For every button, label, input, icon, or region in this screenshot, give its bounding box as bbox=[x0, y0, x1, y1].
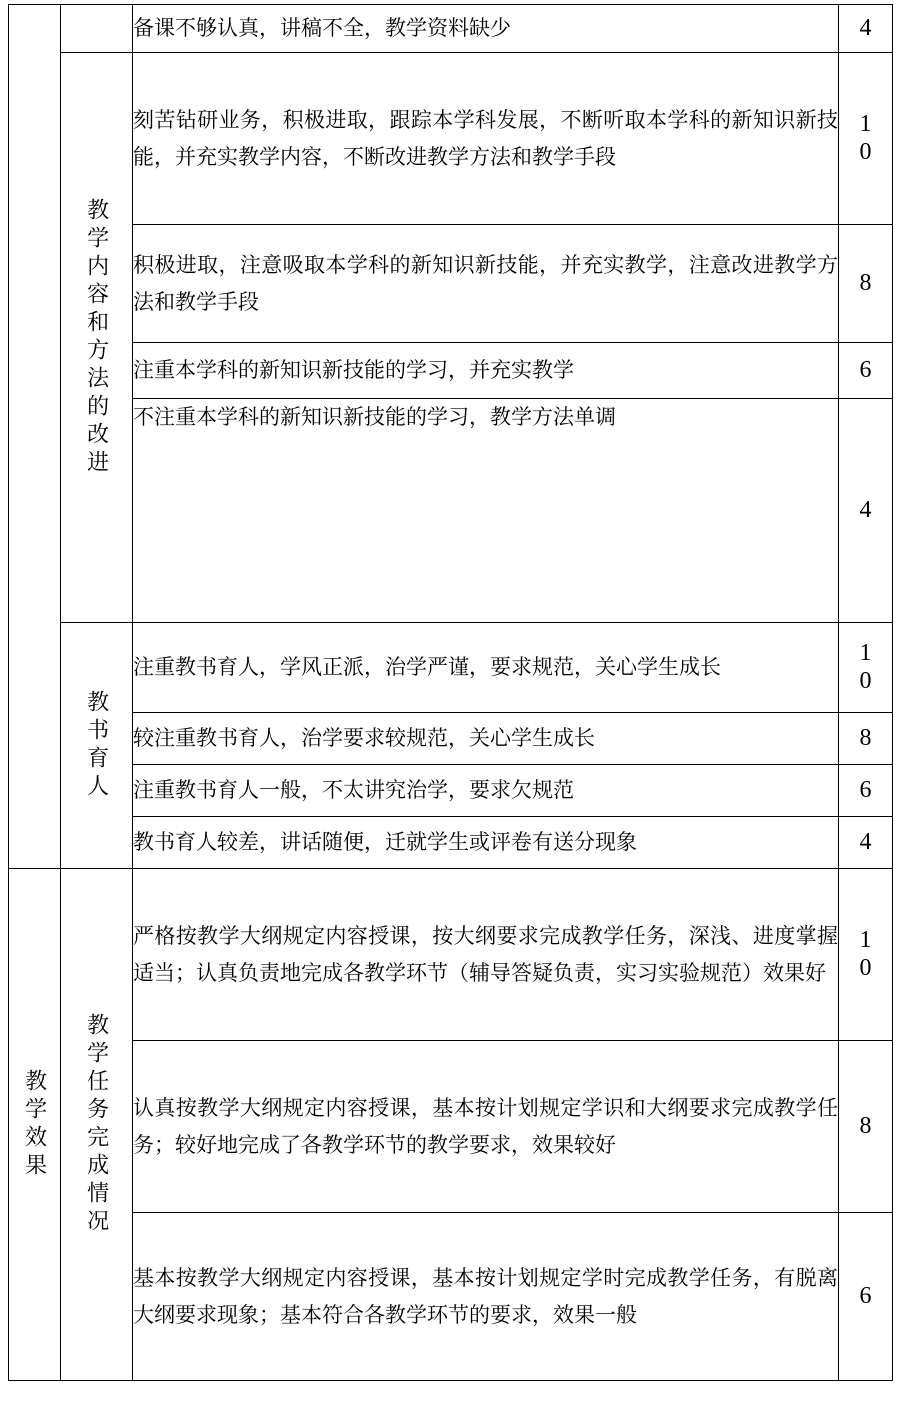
criteria-description: 认真按教学大纲规定内容授课，基本按计划规定学识和大纲要求完成教学任务；较好地完成了各教学环节的教学要求，效果较好 bbox=[133, 1041, 839, 1213]
score-cell bbox=[839, 343, 893, 399]
criteria-description: 不注重本学科的新知识新技能的学习，教学方法单调 bbox=[133, 399, 839, 623]
score-digit: 6 bbox=[859, 1282, 872, 1309]
score-digit: 4 bbox=[859, 14, 872, 41]
score-digit: 6 bbox=[859, 776, 872, 803]
score-cell bbox=[839, 869, 893, 1041]
criteria-description: 较注重教书育人，治学要求较规范，关心学生成长 bbox=[133, 713, 839, 765]
subcategory-cell-empty-top bbox=[61, 5, 133, 53]
table-row bbox=[9, 1041, 893, 1213]
table-row bbox=[9, 5, 893, 53]
table-row bbox=[9, 53, 893, 225]
score-digit: 8 bbox=[859, 724, 872, 751]
score-cell bbox=[839, 713, 893, 765]
score-cell bbox=[839, 1041, 893, 1213]
score-cell bbox=[839, 53, 893, 225]
subcategory-cell-task-completion bbox=[61, 869, 133, 1381]
score-digit: 0 bbox=[859, 954, 872, 981]
score-digit: 1 bbox=[859, 110, 872, 137]
table-row bbox=[9, 343, 893, 399]
table-row bbox=[9, 225, 893, 343]
table-row bbox=[9, 817, 893, 869]
criteria-description: 刻苦钻研业务，积极进取，跟踪本学科发展，不断听取本学科的新知识新技能，并充实教学内容，不断改进教学方法和教学手段 bbox=[133, 53, 839, 225]
subcategory-cell-moral-education bbox=[61, 623, 133, 869]
score-cell bbox=[839, 623, 893, 713]
table-row bbox=[9, 765, 893, 817]
score-cell bbox=[839, 765, 893, 817]
category-cell-teaching-effect bbox=[9, 869, 61, 1381]
subcategory-cell-teaching-content bbox=[61, 53, 133, 623]
criteria-description: 注重教书育人一般，不太讲究治学，要求欠规范 bbox=[133, 765, 839, 817]
criteria-description: 备课不够认真，讲稿不全，教学资料缺少 bbox=[133, 5, 839, 53]
evaluation-table bbox=[8, 4, 893, 1381]
score-digit: 1 bbox=[859, 639, 872, 666]
score-digit: 6 bbox=[859, 356, 872, 383]
score-digit: 0 bbox=[859, 138, 872, 165]
score-digit: 1 bbox=[859, 926, 872, 953]
score-digit: 0 bbox=[859, 667, 872, 694]
score-cell bbox=[839, 5, 893, 53]
score-cell bbox=[839, 817, 893, 869]
table-row bbox=[9, 623, 893, 713]
table-row bbox=[9, 399, 893, 623]
criteria-description: 教书育人较差，讲话随便，迁就学生或评卷有送分现象 bbox=[133, 817, 839, 869]
score-cell bbox=[839, 1213, 893, 1381]
table-row bbox=[9, 1213, 893, 1381]
score-digit: 8 bbox=[859, 1112, 872, 1139]
score-digit: 8 bbox=[859, 269, 872, 296]
score-digit: 4 bbox=[859, 828, 872, 855]
subcategory-label: 教学任务完成情况 bbox=[84, 1012, 110, 1237]
criteria-description: 注重本学科的新知识新技能的学习，并充实教学 bbox=[133, 343, 839, 399]
score-cell bbox=[839, 225, 893, 343]
table-row bbox=[9, 869, 893, 1041]
criteria-description: 基本按教学大纲规定内容授课，基本按计划规定学时完成教学任务，有脱离大纲要求现象；基本符合各教学环节的要求，效果一般 bbox=[133, 1213, 839, 1381]
subcategory-label: 教学内容和方法的改进 bbox=[84, 197, 110, 478]
score-digit: 4 bbox=[859, 496, 872, 523]
table-row bbox=[9, 713, 893, 765]
criteria-description: 注重教书育人，学风正派，治学严谨，要求规范，关心学生成长 bbox=[133, 623, 839, 713]
category-cell-empty-top bbox=[9, 5, 61, 869]
category-label: 教学效果 bbox=[22, 1068, 48, 1181]
criteria-description: 积极进取，注意吸取本学科的新知识新技能，并充实教学，注意改进教学方法和教学手段 bbox=[133, 225, 839, 343]
criteria-description: 严格按教学大纲规定内容授课，按大纲要求完成教学任务，深浅、进度掌握适当；认真负责地完成各教学环节（辅导答疑负责，实习实验规范）效果好 bbox=[133, 869, 839, 1041]
subcategory-label: 教书育人 bbox=[84, 689, 110, 802]
score-cell bbox=[839, 399, 893, 623]
